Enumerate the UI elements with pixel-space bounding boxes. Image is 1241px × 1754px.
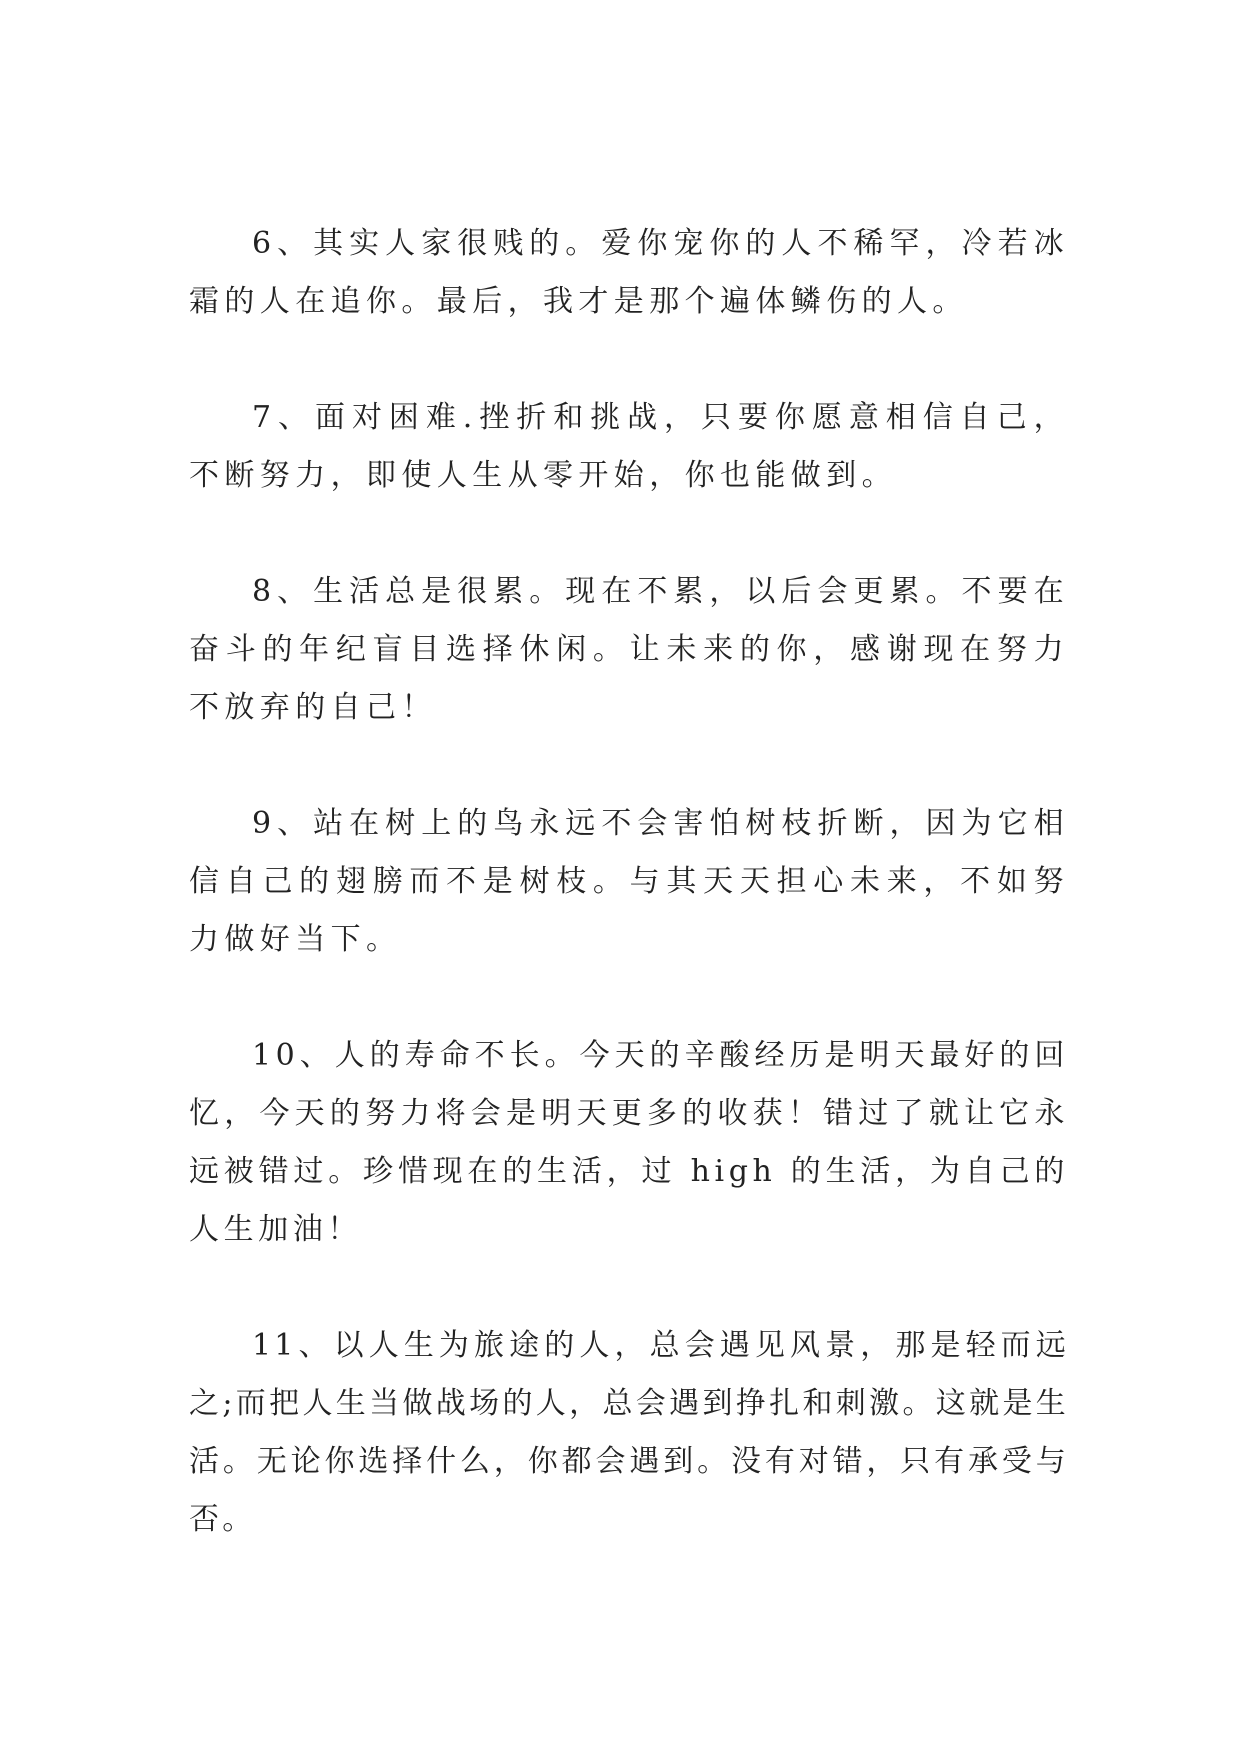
paragraph-7: 7、面对困难.挫折和挑战，只要你愿意相信自己，不断努力，即使人生从零开始，你也能做到。: [189, 400, 1069, 493]
paragraph-8: 8、生活总是很累。现在不累，以后会更累。不要在奋斗的年纪盲目选择休闲。让未来的你，感谢现在努力不放弃的自己！: [189, 574, 1069, 725]
paragraph-9: 9、站在树上的鸟永远不会害怕树枝折断，因为它相信自己的翅膀而不是树枝。与其天天担心未来，不如努力做好当下。: [189, 806, 1069, 957]
document-body: [189, 215, 1069, 1549]
paragraph-11: 11、以人生为旅途的人，总会遇见风景，那是轻而远之;而把人生当做战场的人，总会遇到挣扎和刺激。这就是生活。无论你选择什么，你都会遇到。没有对错，只有承受与否。: [189, 1328, 1069, 1537]
paragraph-10: 10、人的寿命不长。今天的辛酸经历是明天最好的回忆，今天的努力将会是明天更多的收获！错过了就让它永远被错过。珍惜现在的生活，过 high 的生活，为自己的人生加油！: [189, 1038, 1069, 1247]
paragraph-6: 6、其实人家很贱的。爱你宠你的人不稀罕，冷若冰霜的人在追你。最后，我才是那个遍体鳞伤的人。: [189, 226, 1069, 319]
